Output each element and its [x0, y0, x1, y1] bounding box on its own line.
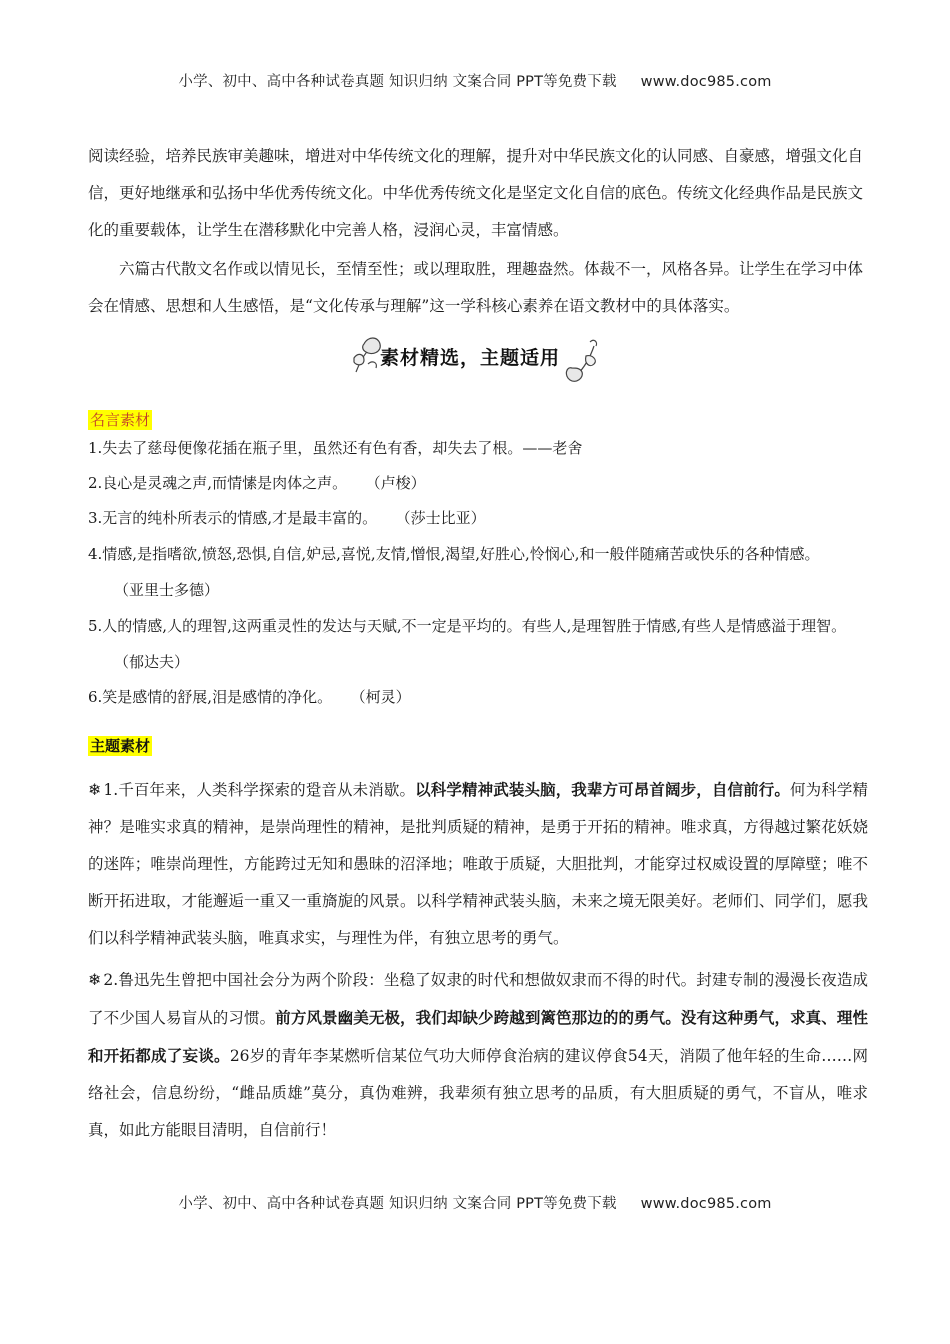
quote-item: 2.良心是灵魂之声,而情愫是肉体之声。 （卢梭）	[88, 474, 426, 492]
theme-item-2: ❄ 2.鲁迅先生曾把中国社会分为两个阶段：坐稳了奴隶的时代和想做奴隶而不得的时代。封建专制的漫漫长夜造成了不少国人易盲从的习惯。前方风景幽美无极，我们却缺少跨越到篱笆那边的的勇气。没有这种勇气，求真、理性和开拓都成了妄谈。26岁的青年李某燃听信某位气功大师停食治病的建议停食54天，消陨了他年轻的生命……网络社会，信息纷纷，“雌品质雄”莫分，真伪难辨，我辈须有独立思考的品质，有大胆质疑的勇气，不盲从，唯求真，如此方能眼目清明，自信前行！	[88, 970, 868, 1139]
footer-text: 小学、初中、高中各种试卷真题 知识归纳 文案合同 PPT等免费下载	[178, 1196, 617, 1212]
quote-item: 6.笑是感情的舒展,泪是感情的净化。 （柯灵）	[88, 688, 411, 706]
themes-list	[88, 771, 868, 1149]
banner-title: 素材精选，主题适用	[380, 347, 561, 369]
quotes-list	[88, 431, 868, 715]
snowflake-icon: ❄	[88, 970, 102, 989]
quote-author: （莎士比亚）	[403, 509, 486, 527]
quote-author: （柯灵）	[358, 688, 411, 706]
quote-item: 5.人的情感,人的理智,这两重灵性的发达与天赋,不一定是平均的。有些人,是理智胜于情感,有些人是情感溢于理智。（郁达夫）	[88, 617, 847, 671]
flower-left-icon	[354, 338, 380, 372]
quote-author: （郁达夫）	[114, 653, 190, 671]
footer-site-link[interactable]: www.doc985.com	[640, 1196, 772, 1212]
quote-item: 4.情感,是指嗜欲,愤怒,恐惧,自信,妒忌,喜悦,友情,憎恨,渴望,好胜心,怜悯心,和一般伴随痛苦或快乐的各种情感。（亚里士多德）	[88, 545, 820, 599]
intro-paragraph-1: 阅读经验，培养民族审美趣味，增进对中华传统文化的理解，提升对中华民族文化的认同感、自豪感，增强文化自信，更好地继承和弘扬中华优秀传统文化。中华优秀传统文化是坚定文化自信的底色。传统文化经典作品是民族文化的重要载体，让学生在潜移默化中完善人格，浸润心灵，丰富情感。	[88, 147, 864, 239]
quote-item: 3.无言的纯朴所表示的情感,才是最丰富的。 （莎士比亚）	[88, 509, 486, 527]
header-text: 小学、初中、高中各种试卷真题 知识归纳 文案合同 PPT等免费下载	[178, 74, 617, 90]
quote-author: （亚里士多德）	[114, 581, 220, 599]
snowflake-icon: ❄	[88, 780, 102, 799]
page-header	[0, 70, 950, 91]
intro-paragraph-2: 六篇古代散文名作或以情见长，至情至性；或以理取胜，理趣盎然。体裁不一，风格各异。让学生在学习中体会在情感、思想和人生感悟，是“文化传承与理解”这一学科核心素养在语文教材中的具体落实。	[88, 260, 864, 315]
header-site-link[interactable]: www.doc985.com	[640, 74, 772, 90]
flower-right-icon	[566, 340, 596, 381]
page-footer	[0, 1192, 950, 1213]
themes-label: 主题素材	[90, 737, 151, 755]
quote-item: 1.失去了慈母便像花插在瓶子里，虽然还有色有香，却失去了根。——老舍	[88, 439, 583, 457]
theme-item-1: ❄ 1.千百年来，人类科学探索的跫音从未消歇。以科学精神武装头脑，我辈方可昂首阔步，自信前行。何为科学精神？是唯实求真的精神，是崇尚理性的精神，是批判质疑的精神，是勇于开拓的精神。唯求真，方得越过繁花妖娆的迷阵；唯崇尚理性，方能跨过无知和愚昧的沼泽地；唯敢于质疑，大胆批判，才能穿过权威设置的厚障壁；唯不断开拓进取，才能邂逅一重又一重旖旎的风景。以科学精神武装头脑，未来之境无限美好。老师们、同学们，愿我们以科学精神武装头脑，唯真求实，与理性为伴，有独立思考的勇气。	[88, 780, 868, 947]
quotes-label: 名言素材	[90, 411, 151, 429]
quote-author: （卢梭）	[373, 474, 426, 492]
